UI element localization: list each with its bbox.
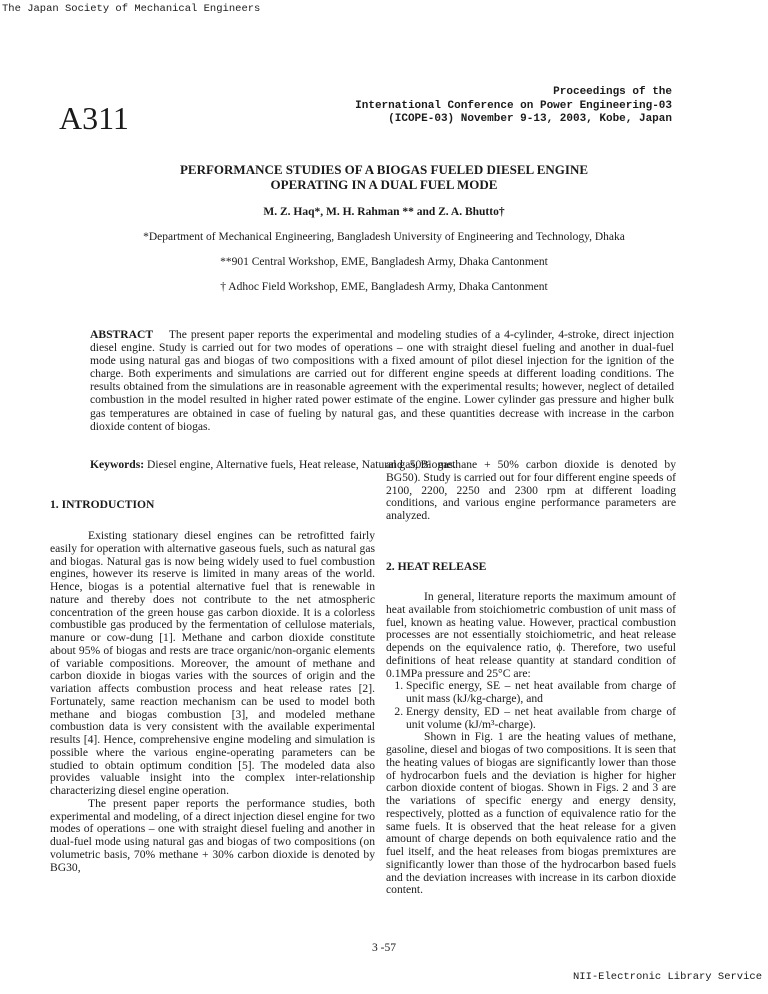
title-line: OPERATING IN A DUAL FUEL MODE bbox=[270, 177, 498, 192]
abstract-label: ABSTRACT bbox=[90, 328, 154, 341]
list-item: 1. Specific energy, SE – net heat available from charge of unit mass (kJ/kg-charge), and bbox=[406, 680, 676, 706]
keywords-label: Keywords: bbox=[90, 458, 145, 471]
paragraph: The present paper reports the performance studies, both experimental and modeling, of a direct injection diesel engine for two modes of operations – one with straight diesel fueling and another in dual-fuel mode using natural gas and biogas of two compositions (on volumetric basis, 70% methane + 30% carbon dioxide is denoted by BG30, bbox=[50, 796, 375, 874]
paragraph: and 50% methane + 50% carbon dioxide is denoted by BG50). Study is carried out for four different engine speeds of 2100, 2200, 2250 and 2300 rpm at different loading conditions, and various engine performance parameters are analyzed. bbox=[386, 458, 676, 522]
society-header: The Japan Society of Mechanical Engineers bbox=[2, 3, 261, 15]
paragraph: Existing stationary diesel engines can be retrofitted fairly easily for operation with alternative gaseous fuels, such as natural gas and biogas. Natural gas is now being widely used to fuel combustion engines, however its reserve is limited in many areas of the world. Hence, biogas is a potential alternative fuel that is renewable in nature and thereby does not contribute to the net atmospheric concentration of the green house gas carbon dioxide. It is a colorless combustible gas produced by the fermentation of cellulose materials, manure or cow-dung [1]. Methane and carbon dioxide constitute about 95% of biogas and rests are trace organic/non-organic elements of variable compositions. Moreover, the amount of methane and carbon dioxide in biogas varies with the sources of origin and the variation affects combustion process and heat release rates [2]. Fortunately, same reaction mechanism can be used to model both methane and biogas combustion [3], and modeled methane combustion data is very consistent with the available experimental results [4]. Hence, comprehensive engine modeling and simulation is possible where the various engine-operating parameters can be studied to obtain optimum condition [5]. The modeled data also provides valuable insight into the complex inter-relationship characterizing diesel engine operation. bbox=[50, 529, 375, 797]
abstract bbox=[90, 328, 674, 433]
proceedings-line: (ICOPE-03) November 9-13, 2003, Kobe, Japan bbox=[388, 113, 672, 125]
page-number: 3 -57 bbox=[372, 942, 396, 954]
title-line: PERFORMANCE STUDIES OF A BIOGAS FUELED DIESEL ENGINE bbox=[179, 162, 589, 177]
source-footer: NII-Electronic Library Service bbox=[572, 971, 762, 983]
keywords-text: Diesel engine, Alternative fuels, Heat release, Natural gas, Biogas. bbox=[147, 458, 456, 471]
list-item: 2. Energy density, ED – net heat available from charge of unit volume (kJ/m³-charge). bbox=[406, 706, 676, 732]
intro-body bbox=[50, 530, 375, 874]
abstract-text: The present paper reports the experimental and modeling studies of a 4-cylinder, 4-stroke, direct injection diesel engine. Study is carried out for two modes of operations – one with straight diesel fueling and another in dual-fuel mode using natural gas and biogas of two compositions with a fixed amount of pilot diesel injection for the ignition of the charge. Both experiments and simulations are carried out for different engine speeds at different loading conditions. The results obtained from the simulations are in reasonable agreement with the experimental results; however, neglect of detailed combustion in the model resulted in higher rated power estimate of the engine. Lower cylinder gas pressure and higher bulk gas temperatures are obtained in case of fueling by natural gas, and these quantities decrease with increase in the carbon dioxide content of biogas. bbox=[90, 328, 675, 433]
affiliation: *Department of Mechanical Engineering, Bangladesh University of Engineering and Technology, Dhaka bbox=[143, 231, 625, 243]
paper-code: A311 bbox=[59, 100, 129, 136]
proceedings-line: Proceedings of the bbox=[553, 86, 672, 98]
paper-title bbox=[0, 162, 768, 192]
section-heading-introduction: 1. INTRODUCTION bbox=[50, 498, 155, 511]
proceedings-header bbox=[355, 86, 672, 127]
definition-list bbox=[386, 680, 676, 731]
affiliation: **901 Central Workshop, EME, Bangladesh Army, Dhaka Cantonment bbox=[220, 256, 548, 268]
proceedings-line: International Conference on Power Engineering-03 bbox=[355, 99, 672, 112]
intro-continued bbox=[386, 459, 676, 523]
paragraph: In general, literature reports the maximum amount of heat available from stoichiometric combustion of unit mass of fuel, known as heating value. However, practical combustion processes are not essentially stoichiometric, and heat release depends on the equivalence ratio, ϕ. Therefore, two useful definitions of heat release quantity at standard condition of 0.1MPa pressure and 25°C are: bbox=[386, 590, 676, 680]
affiliation: † Adhoc Field Workshop, EME, Bangladesh Army, Dhaka Cantonment bbox=[220, 281, 548, 293]
paragraph: Shown in Fig. 1 are the heating values of methane, gasoline, diesel and biogas of two compositions. It is seen that the heating values of biogas are significantly lower than those of hydrocarbon fuels and the deviation is higher for higher carbon dioxide content of biogas. Shown in Figs. 2 and 3 are the variations of specific energy and energy density, respectively, plotted as a function of equivalence ratio for the same fuels. It is observed that the heat release for a given amount of charge depends on both equivalence ratio and the fuel itself, and the heat releases from biogas premixtures are significantly lower than those of the hydrocarbon based fuels and the deviation increases with increase in its carbon dioxide content. bbox=[386, 730, 676, 897]
section-heading-heat-release: 2. HEAT RELEASE bbox=[386, 560, 487, 573]
heat-release-body bbox=[386, 591, 676, 897]
authors: M. Z. Haq*, M. H. Rahman ** and Z. A. Bhutto† bbox=[263, 206, 505, 218]
